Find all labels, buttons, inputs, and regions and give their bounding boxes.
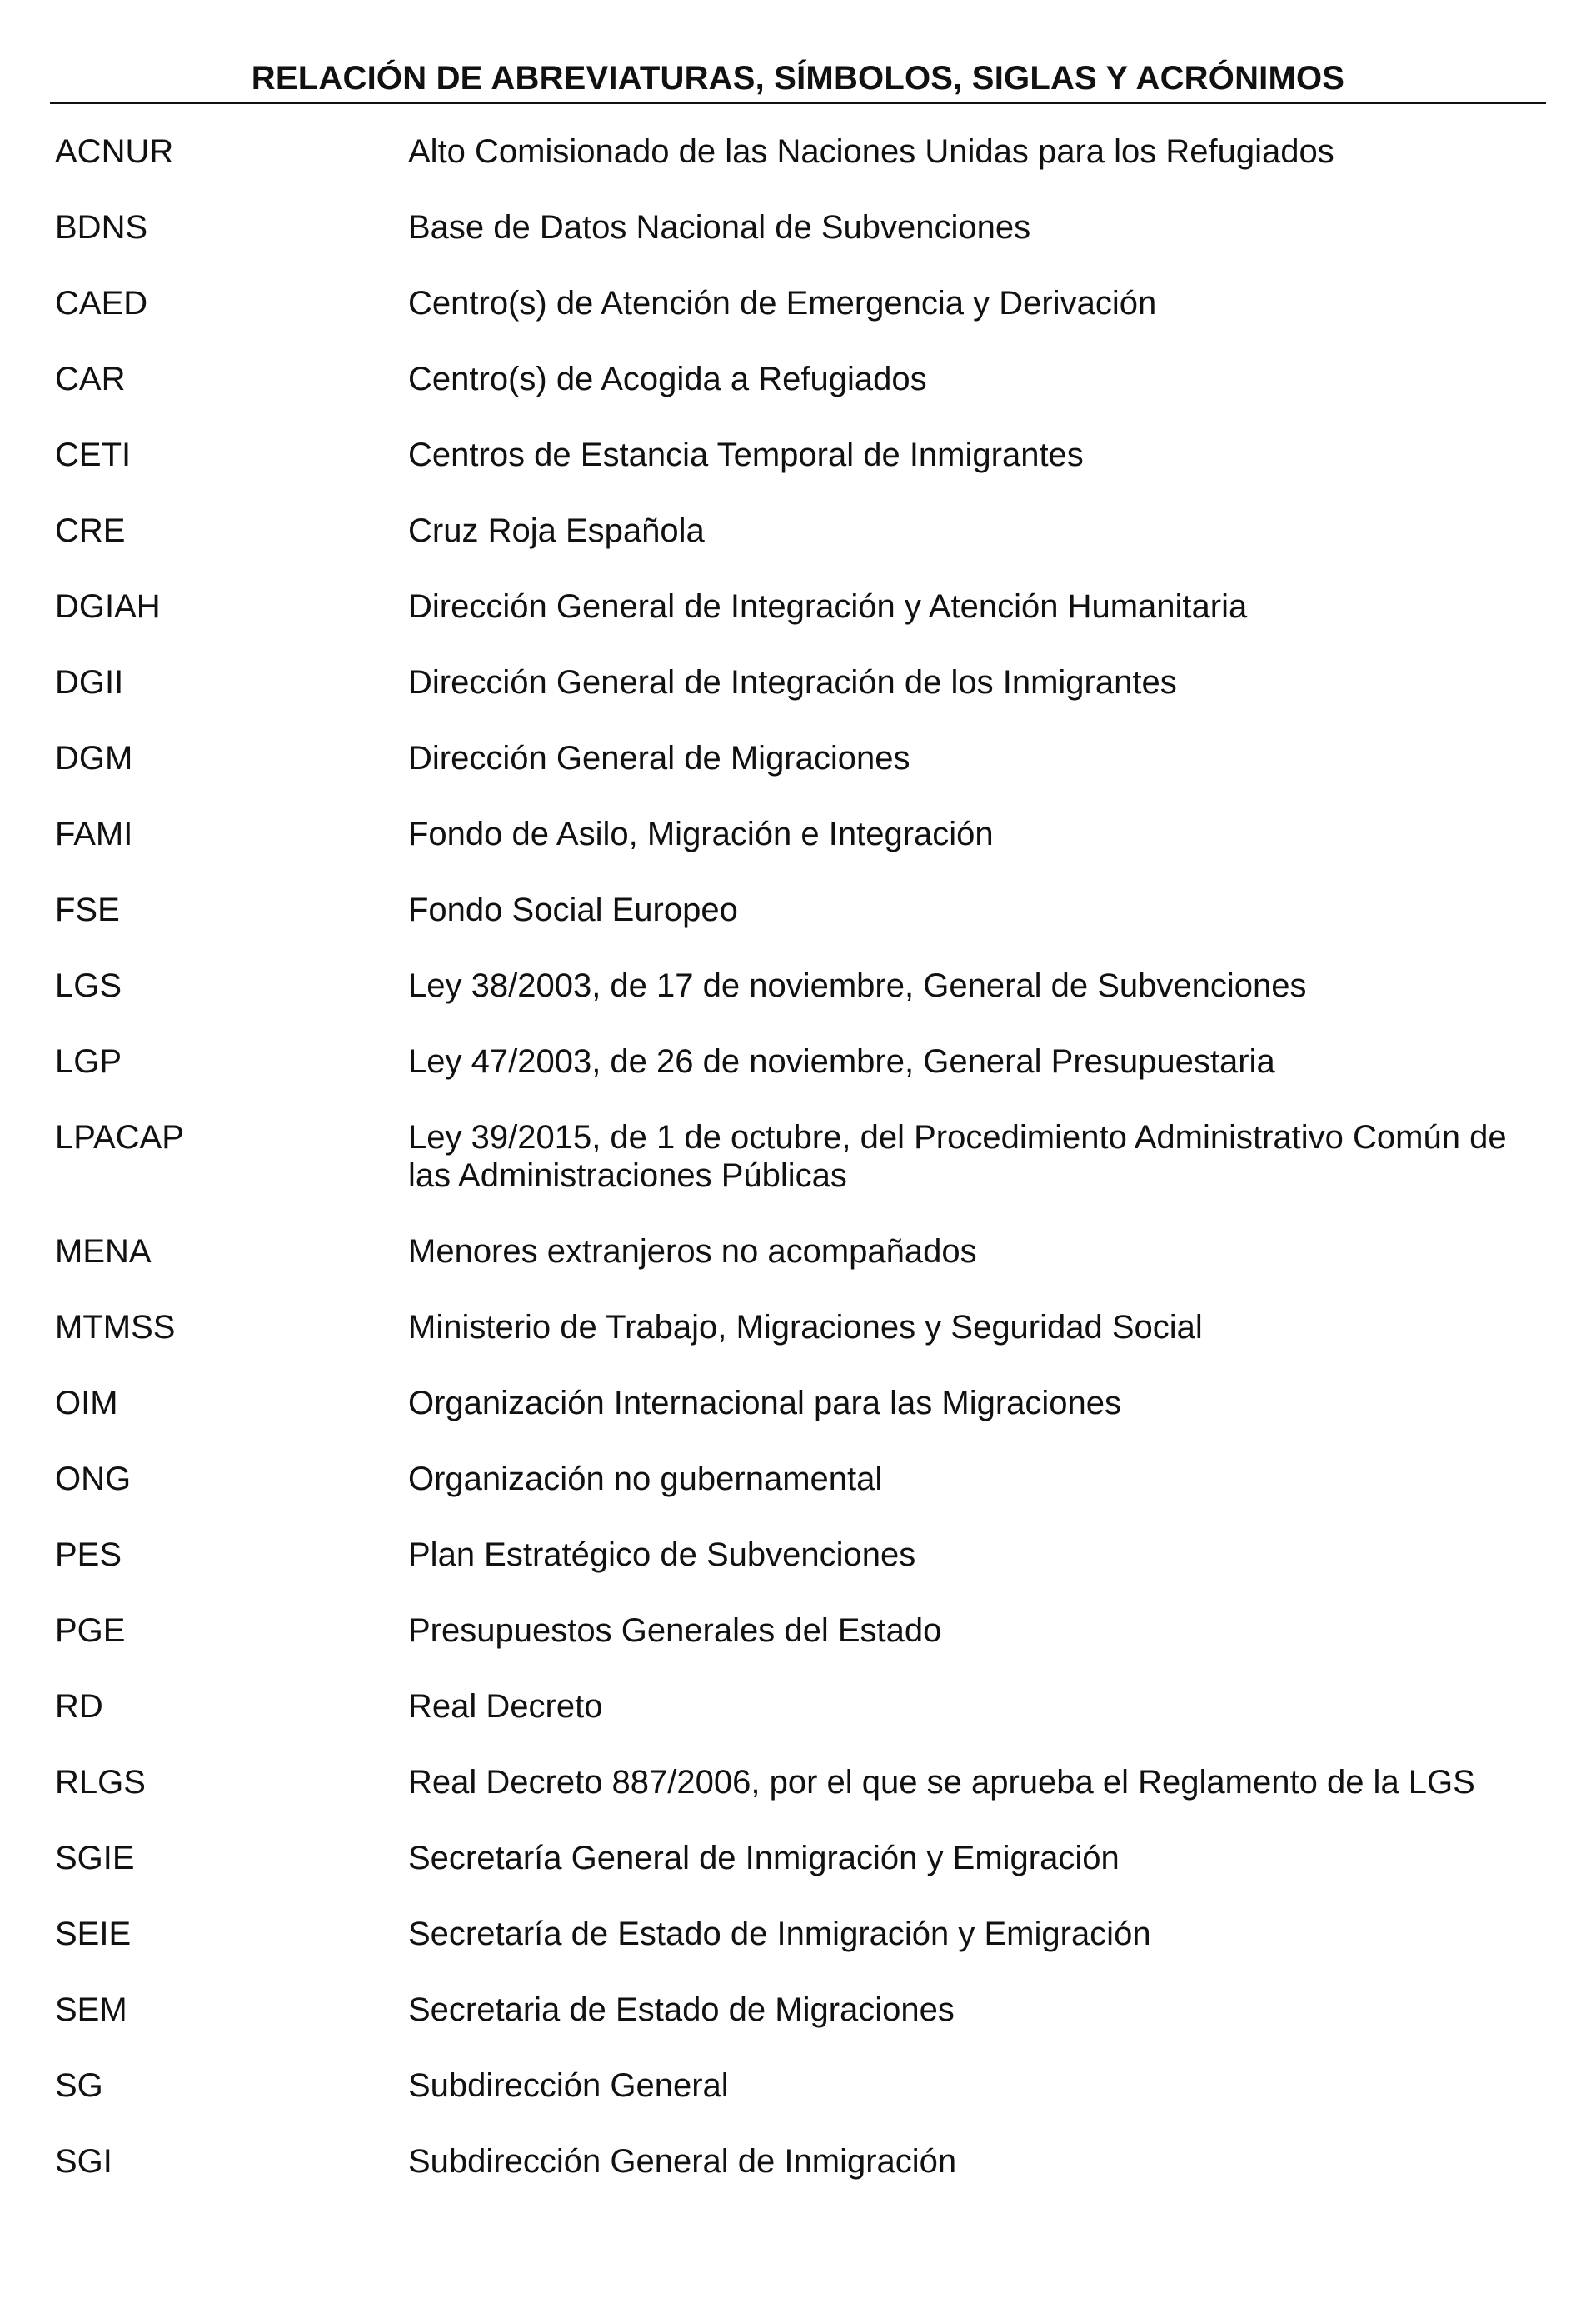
list-item xyxy=(50,1915,1546,1953)
abbreviation-definition: Fondo de Asilo, Migración e Integración xyxy=(408,816,994,852)
list-item xyxy=(50,587,1546,626)
list-item xyxy=(50,2066,1546,2105)
list-item xyxy=(50,1460,1546,1498)
abbreviation-definition: Dirección General de Migraciones xyxy=(408,740,910,777)
abbreviation-term: CAED xyxy=(55,285,148,322)
list-item xyxy=(50,815,1546,853)
abbreviation-definition: Ley 38/2003, de 17 de noviembre, General de Subvenciones xyxy=(408,967,1307,1004)
abbreviation-definition: Ley 39/2015, de 1 de octubre, del Procedimiento Administrativo Común de las Administraciones Públicas xyxy=(408,1119,1507,1194)
list-item xyxy=(50,1042,1546,1081)
list-item xyxy=(50,2142,1546,2181)
abbreviation-term: DGII xyxy=(55,664,124,701)
abbreviation-term: LGS xyxy=(55,967,122,1004)
abbreviation-definition: Alto Comisionado de las Naciones Unidas para los Refugiados xyxy=(408,133,1334,170)
abbreviation-definition: Centros de Estancia Temporal de Inmigrantes xyxy=(408,437,1084,473)
list-item xyxy=(50,512,1546,550)
abbreviation-term: PES xyxy=(55,1536,122,1573)
abbreviation-term: MTMSS xyxy=(55,1309,176,1346)
abbreviation-term: SEIE xyxy=(55,1916,132,1952)
abbreviation-term: RD xyxy=(55,1688,103,1725)
list-item xyxy=(50,360,1546,398)
abbreviation-definition: Secretaría de Estado de Inmigración y Emigración xyxy=(408,1916,1151,1952)
abbreviation-definition: Cruz Roja Española xyxy=(408,512,705,549)
abbreviation-term: CAR xyxy=(55,361,126,397)
abbreviation-definition: Real Decreto xyxy=(408,1688,603,1725)
abbreviation-definition: Presupuestos Generales del Estado xyxy=(408,1612,942,1649)
abbreviation-definition: Menores extranjeros no acompañados xyxy=(408,1233,977,1270)
abbreviation-term: DGM xyxy=(55,740,133,777)
list-item xyxy=(50,1384,1546,1422)
abbreviation-definition: Centro(s) de Acogida a Refugiados xyxy=(408,361,927,397)
abbreviation-term: SG xyxy=(55,2067,103,2104)
page-title: RELACIÓN DE ABREVIATURAS, SÍMBOLOS, SIGLAS Y ACRÓNIMOS xyxy=(50,57,1546,104)
abbreviation-term: RLGS xyxy=(55,1764,146,1801)
abbreviation-term: SGI xyxy=(55,2143,112,2180)
abbreviation-term: OIM xyxy=(55,1385,118,1421)
list-item xyxy=(50,208,1546,247)
abbreviation-definition: Real Decreto 887/2006, por el que se aprueba el Reglamento de la LGS xyxy=(408,1764,1475,1801)
abbreviation-definition: Dirección General de Integración y Atención Humanitaria xyxy=(408,588,1248,625)
abbreviation-definition: Plan Estratégico de Subvenciones xyxy=(408,1536,916,1573)
list-item xyxy=(50,1308,1546,1346)
list-item xyxy=(50,284,1546,322)
list-item xyxy=(50,1991,1546,2029)
list-item xyxy=(50,1232,1546,1271)
abbreviation-term: SGIE xyxy=(55,1840,135,1876)
list-item xyxy=(50,1611,1546,1650)
list-item xyxy=(50,1118,1546,1195)
document-page xyxy=(50,57,1546,2218)
list-item xyxy=(50,1763,1546,1801)
abbreviation-definition: Subdirección General xyxy=(408,2067,729,2104)
abbreviation-term: CETI xyxy=(55,437,132,473)
abbreviation-definition: Organización no gubernamental xyxy=(408,1461,883,1497)
abbreviation-term: BDNS xyxy=(55,209,148,246)
list-item xyxy=(50,1536,1546,1574)
list-item xyxy=(50,967,1546,1005)
abbreviation-term: FSE xyxy=(55,892,120,928)
abbreviation-term: LPACAP xyxy=(55,1119,184,1156)
list-item xyxy=(50,132,1546,171)
list-item xyxy=(50,436,1546,474)
abbreviation-definition: Fondo Social Europeo xyxy=(408,892,738,928)
list-item xyxy=(50,891,1546,929)
abbreviation-term: DGIAH xyxy=(55,588,161,625)
abbreviation-term: PGE xyxy=(55,1612,126,1649)
abbreviation-term: SEM xyxy=(55,1991,127,2028)
abbreviation-list xyxy=(50,132,1546,2181)
abbreviation-definition: Secretaria de Estado de Migraciones xyxy=(408,1991,955,2028)
abbreviation-term: FAMI xyxy=(55,816,133,852)
abbreviation-definition: Centro(s) de Atención de Emergencia y Derivación xyxy=(408,285,1157,322)
abbreviation-definition: Dirección General de Integración de los Inmigrantes xyxy=(408,664,1177,701)
abbreviation-term: LGP xyxy=(55,1043,122,1080)
abbreviation-term: CRE xyxy=(55,512,126,549)
list-item xyxy=(50,739,1546,777)
list-item xyxy=(50,1687,1546,1726)
list-item xyxy=(50,663,1546,702)
abbreviation-definition: Ley 47/2003, de 26 de noviembre, General Presupuestaria xyxy=(408,1043,1275,1080)
abbreviation-definition: Subdirección General de Inmigración xyxy=(408,2143,957,2180)
abbreviation-term: ACNUR xyxy=(55,133,174,170)
list-item xyxy=(50,1839,1546,1877)
abbreviation-term: ONG xyxy=(55,1461,132,1497)
abbreviation-definition: Secretaría General de Inmigración y Emigración xyxy=(408,1840,1120,1876)
abbreviation-definition: Base de Datos Nacional de Subvenciones xyxy=(408,209,1031,246)
abbreviation-term: MENA xyxy=(55,1233,152,1270)
abbreviation-definition: Ministerio de Trabajo, Migraciones y Seguridad Social xyxy=(408,1309,1203,1346)
abbreviation-definition: Organización Internacional para las Migraciones xyxy=(408,1385,1122,1421)
